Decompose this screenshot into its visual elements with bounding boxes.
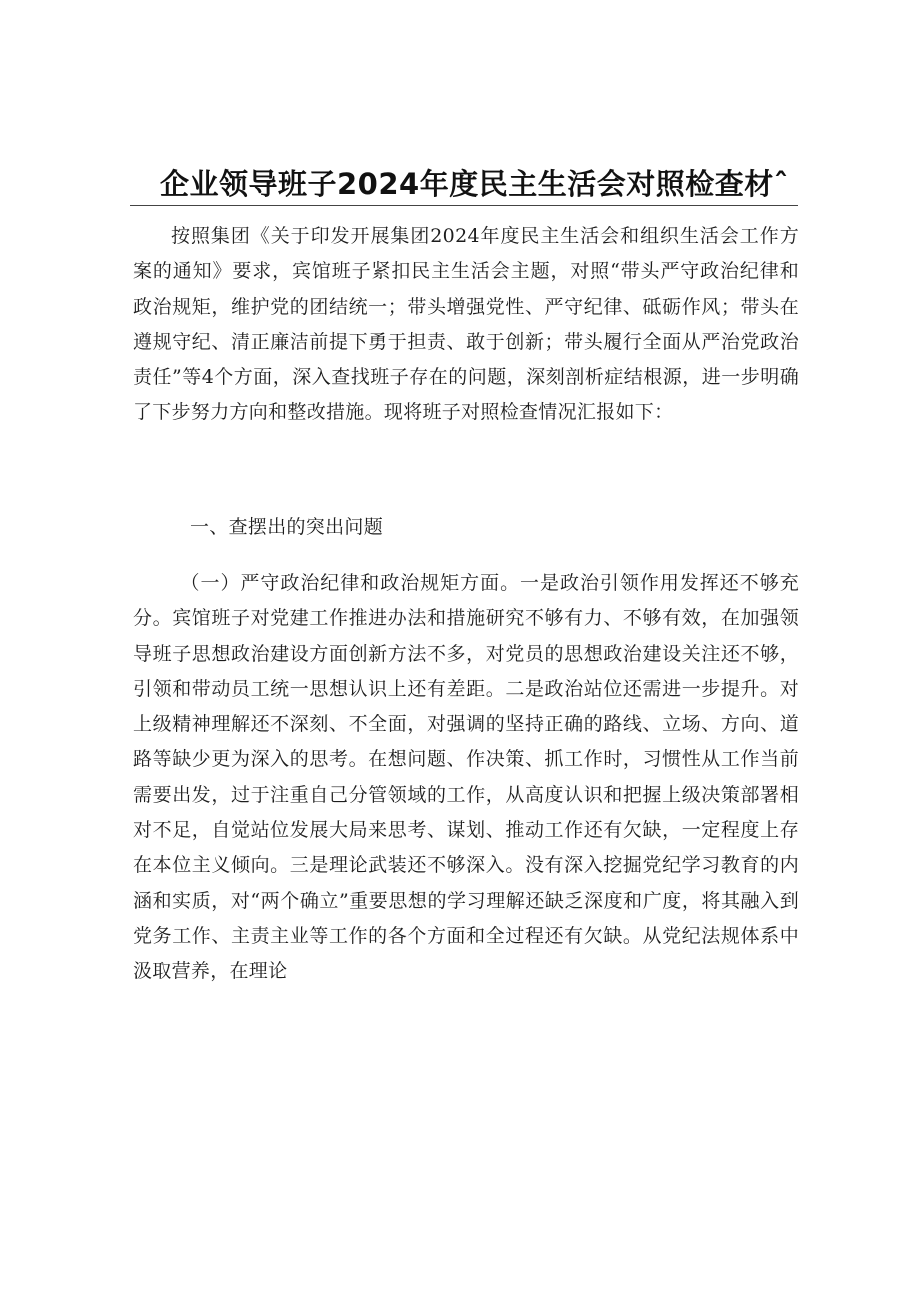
intro-paragraph: 按照集团《关于印发开展集团2024年度民主生活会和组织生活会工作方案的通知》要求，宾馆班子紧扣民主生活会主题，对照“带头严守政治纪律和政治规矩，维护党的团结统一；带头增强党性、严守纪律、砥砺作风；带头在遵规守纪、清正廉洁前提下勇于担责、敢于创新；带头履行全面从严治党政治责任”等4个方面，深入查找班子存在的问题，深刻剖析症结根源，进一步明确了下步努力方向和整改措施。现将班子对照检查情况汇报如下：	[133, 225, 799, 424]
document-title: 企业领导班子2024年度民主生活会对照检查材ˆ	[160, 167, 789, 201]
title-underline	[130, 205, 798, 206]
section-heading: 一、查摆出的突出问题	[190, 516, 384, 538]
subsection-paragraph: （一）严守政治纪律和政治规矩方面。一是政治引领作用发挥还不够充分。宾馆班子对党建工作推进办法和措施研究不够有力、不够有效，在加强领导班子思想政治建设方面创新方法不多，对党员的思想政治建设关注还不够，引领和带动员工统一思想认识上还有差距。二是政治站位还需进一步提升。对上级精神理解还不深刻、不全面，对强调的坚持正确的路线、立场、方向、道路等缺少更为深入的思考。在想问题、作决策、抓工作时，习惯性从工作当前需要出发，过于注重自己分管领域的工作，从高度认识和把握上级决策部署相对不足，自觉站位发展大局来思考、谋划、推动工作还有欠缺，一定程度上存在本位主义倾向。三是理论武装还不够深入。没有深入挖掘党纪学习教育的内涵和实质，对“两个确立”重要思想的学习理解还缺乏深度和广度，将其融入到党务工作、主责主业等工作的各个方面和全过程还有欠缺。从党纪法规体系中汲取营养，在理论	[133, 572, 799, 983]
